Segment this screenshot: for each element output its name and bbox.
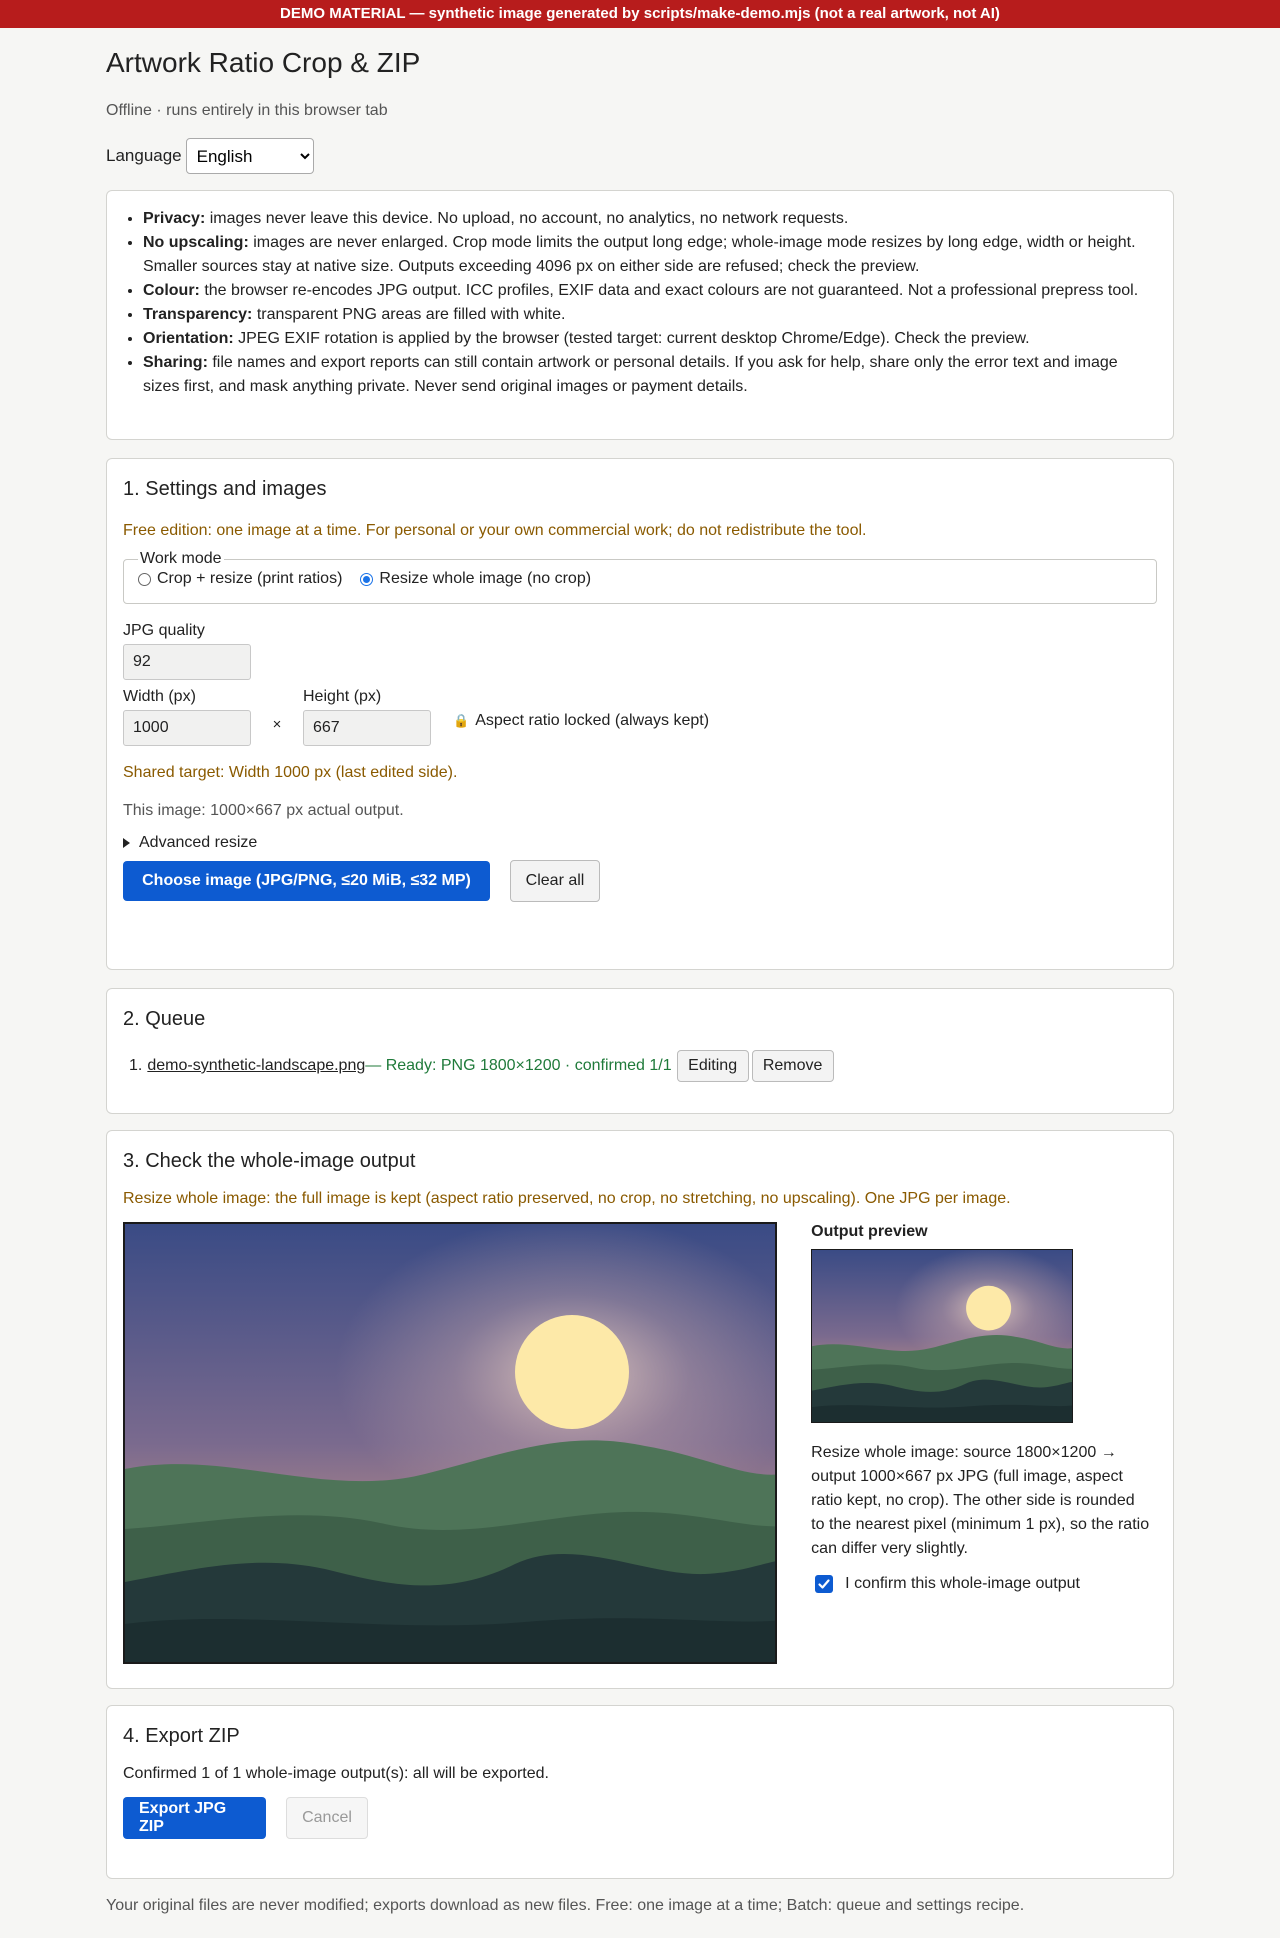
check-note: Resize whole image: the full image is kept (aspect ratio preserved, no crop, no stretching, no upscaling). One JPG per image. xyxy=(123,1190,1011,1207)
dimensions-row xyxy=(123,688,1157,746)
landscape-thumbnail xyxy=(812,1250,1072,1422)
notes-list xyxy=(125,207,1155,399)
note-privacy xyxy=(143,207,1155,231)
width-group xyxy=(123,688,251,746)
mode-whole-label: Resize whole image (no crop) xyxy=(379,570,592,587)
edition-note: Free edition: one image at a time. For personal or your own commercial work; do not redistribute the tool. xyxy=(123,522,867,539)
times-sign: × xyxy=(272,716,282,733)
output-preview-heading: Output preview xyxy=(811,1223,928,1240)
queue-item-status: — Ready: PNG 1800×1200 · confirmed 1/1 xyxy=(365,1057,672,1074)
lock-icon: 🔒 xyxy=(453,713,470,728)
queue-item-index: 1. xyxy=(129,1057,143,1074)
note-text: the browser re-encodes JPG output. ICC profiles, EXIF data and exact colours are not guaranteed. Not a professional prepress tool. xyxy=(199,282,1139,299)
note-text: images are never enlarged. Crop mode limits the output long edge; whole-image mode resizes by long edge, width or height. Smaller sources stay at native size. Outputs exceeding 4096 px on either side are refused; check the preview. xyxy=(143,234,1136,275)
check-card xyxy=(106,1130,1174,1689)
height-group xyxy=(303,688,431,746)
sun xyxy=(515,1315,629,1429)
page-content xyxy=(106,46,1174,1915)
height-input[interactable]: 667 xyxy=(303,710,431,746)
queue-item-filename[interactable]: demo-synthetic-landscape.png xyxy=(147,1057,366,1074)
output-preview-thumbnail xyxy=(811,1249,1073,1423)
note-term: No upscaling: xyxy=(143,234,249,251)
check-content xyxy=(123,1222,1157,1664)
mode-whole-option[interactable] xyxy=(360,570,591,588)
note-text: file names and export reports can still contain artwork or personal details. If you ask for help, share only the error text and image sizes first, and mask anything private. Never send original images or payment details. xyxy=(143,354,1118,395)
export-actions xyxy=(123,1797,1157,1839)
mode-whole-radio[interactable] xyxy=(360,573,373,586)
note-term: Privacy: xyxy=(143,210,206,227)
settings-heading: 1. Settings and images xyxy=(123,478,327,500)
note-term: Sharing: xyxy=(143,354,208,371)
mode-crop-label: Crop + resize (print ratios) xyxy=(157,570,343,587)
editing-button[interactable]: Editing xyxy=(677,1050,749,1082)
output-panel xyxy=(811,1222,1157,1664)
settings-card xyxy=(106,458,1174,970)
language-select[interactable] xyxy=(186,138,314,174)
work-mode-legend: Work mode xyxy=(140,550,222,567)
footer-note: Your original files are never modified; exports download as new files. Free: one image at a time; Batch: queue and settings recipe. xyxy=(106,1897,1025,1914)
aspect-locked-label: Aspect ratio locked (always kept) xyxy=(475,712,710,729)
note-no-upscaling xyxy=(143,231,1155,279)
demo-banner: DEMO MATERIAL — synthetic image generated by scripts/make-demo.mjs (not a real artwork, not AI) xyxy=(0,0,1280,28)
width-input[interactable]: 1000 xyxy=(123,710,251,746)
note-term: Transparency: xyxy=(143,306,253,323)
note-orientation xyxy=(143,327,1155,351)
work-mode-fieldset xyxy=(123,550,1157,604)
disclosure-triangle-icon xyxy=(123,838,130,848)
export-summary: Confirmed 1 of 1 whole-image output(s): all will be exported. xyxy=(123,1765,549,1782)
note-text: transparent PNG areas are filled with white. xyxy=(252,306,566,323)
this-image-note: This image: 1000×667 px actual output. xyxy=(123,802,404,819)
queue-card xyxy=(106,988,1174,1114)
export-zip-button[interactable]: Export JPG ZIP xyxy=(123,1797,266,1839)
mode-crop-option[interactable] xyxy=(138,570,342,588)
height-label: Height (px) xyxy=(303,688,382,705)
output-description: Resize whole image: source 1800×1200 → output 1000×667 px JPG (full image, aspect ratio kept, no crop). The other side is rounded to the nearest pixel (minimum 1 px), so the ratio can differ very slightly. xyxy=(811,1444,1150,1557)
export-heading: 4. Export ZIP xyxy=(123,1725,240,1747)
export-card xyxy=(106,1705,1174,1879)
note-colour xyxy=(143,279,1155,303)
advanced-resize-label: Advanced resize xyxy=(139,834,258,851)
language-label: Language xyxy=(106,146,182,165)
shared-target-note: Shared target: Width 1000 px (last edited side). xyxy=(123,764,458,781)
info-notes-card xyxy=(106,190,1174,440)
remove-button[interactable]: Remove xyxy=(752,1050,834,1082)
advanced-resize-toggle[interactable] xyxy=(123,834,1157,852)
check-heading: 3. Check the whole-image output xyxy=(123,1150,416,1172)
choose-image-button[interactable]: Choose image (JPG/PNG, ≤20 MiB, ≤32 MP) xyxy=(123,861,490,901)
work-mode-options xyxy=(138,570,1142,588)
page-title: Artwork Ratio Crop & ZIP xyxy=(106,47,421,78)
clear-all-button[interactable]: Clear all xyxy=(510,860,600,902)
note-text: JPEG EXIF rotation is applied by the browser (tested target: current desktop Chrome/Edge). Check the preview. xyxy=(233,330,1030,347)
note-sharing xyxy=(143,351,1155,399)
checkmark-icon xyxy=(817,1577,831,1591)
note-transparency xyxy=(143,303,1155,327)
note-text: images never leave this device. No upload, no account, no analytics, no network requests. xyxy=(205,210,849,227)
language-row xyxy=(106,138,1174,174)
aspect-lock xyxy=(453,710,709,746)
confirm-output-option[interactable] xyxy=(815,1575,1157,1593)
note-term: Orientation: xyxy=(143,330,234,347)
source-image-preview xyxy=(123,1222,777,1664)
queue-heading: 2. Queue xyxy=(123,1008,206,1030)
note-term: Colour: xyxy=(143,282,200,299)
confirm-label: I confirm this whole-image output xyxy=(845,1575,1080,1592)
width-label: Width (px) xyxy=(123,688,196,705)
jpg-quality-input[interactable]: 92 xyxy=(123,644,251,680)
cancel-export-button[interactable]: Cancel xyxy=(286,1797,368,1839)
mode-crop-radio[interactable] xyxy=(138,573,151,586)
settings-actions xyxy=(123,860,1157,902)
confirm-checkbox[interactable] xyxy=(815,1575,833,1593)
landscape-image xyxy=(125,1224,777,1662)
jpg-quality-label: JPG quality xyxy=(123,622,205,639)
queue-item xyxy=(129,1050,1157,1082)
page-subtitle: Offline · runs entirely in this browser tab xyxy=(106,102,388,119)
